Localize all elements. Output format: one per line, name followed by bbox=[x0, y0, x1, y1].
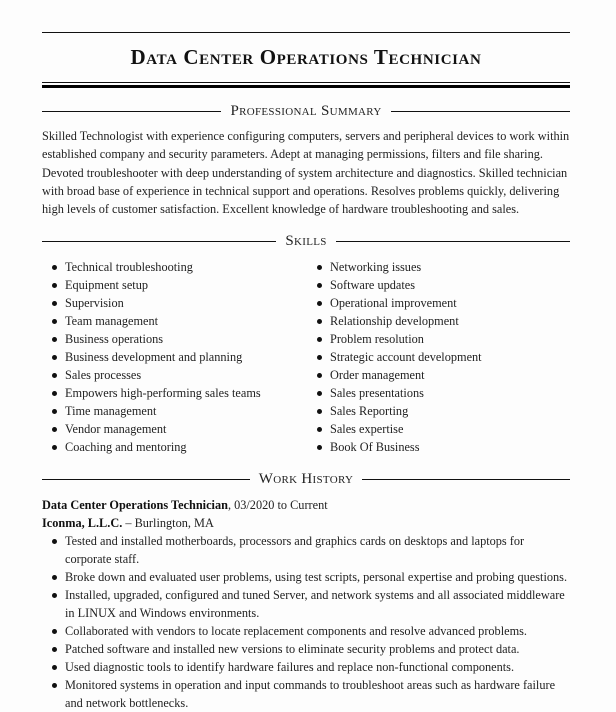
job-duty-item: Patched software and installed new versions to eliminate security problems and protect data. bbox=[65, 640, 570, 658]
divider bbox=[336, 241, 570, 242]
skill-item: Strategic account development bbox=[330, 350, 482, 364]
skill-item: Sales Reporting bbox=[330, 402, 482, 420]
skill-item: Technical troubleshooting bbox=[65, 258, 261, 276]
job-duty-item: Collaborated with vendors to locate replacement components and resolve advanced problems. bbox=[65, 622, 570, 640]
job-dates: , 03/2020 to Current bbox=[227, 498, 328, 512]
section-heading-skills bbox=[42, 231, 570, 251]
skill-item: Problem resolution bbox=[330, 330, 482, 348]
job-duty-item: Used diagnostic tools to identify hardware failures and replace non-functional components. bbox=[65, 658, 570, 676]
job-duty-item: Tested and installed motherboards, processors and graphics cards on desktops and laptops for corporate staff. bbox=[65, 532, 570, 568]
divider bbox=[42, 111, 221, 112]
company-location: – Burlington, MA bbox=[122, 516, 214, 530]
header-top-rule bbox=[42, 32, 570, 33]
skill-item: Business operations bbox=[65, 330, 261, 348]
job-duty-item: Installed, upgraded, configured and tuned Server, and network systems and all associated middleware in LINUX and Windows environments. bbox=[65, 586, 570, 622]
section-title: Skills bbox=[285, 233, 327, 249]
job-title: Data Center Operations Technician bbox=[42, 498, 228, 512]
skill-item: Equipment setup bbox=[65, 276, 261, 294]
skill-item: Sales expertise bbox=[330, 420, 482, 438]
company-name: Iconma, L.L.C. bbox=[42, 516, 123, 530]
job-duty-item: Monitored systems in operation and input commands to troubleshoot areas such as hardware failure and network bottlenecks. bbox=[65, 676, 570, 712]
summary-paragraph: Skilled Technologist with experience configuring computers, servers and peripheral devices to work within established company and security parameters. Adept at managing permissions, filters and file sharing. Devoted troubleshooter with deep understanding of system architecture and diagnostics. Skilled technician with broad base of experience in technical support and operations. Resolves problems quickly, delivering high levels of customer satisfaction. Excellent knowledge of hardware troubleshooting and sales. bbox=[42, 129, 570, 217]
skill-item: Book Of Business bbox=[330, 438, 482, 456]
skill-item: Sales presentations bbox=[330, 384, 482, 402]
skill-item: Sales processes bbox=[65, 366, 261, 384]
skill-item: Empowers high-performing sales teams bbox=[65, 386, 261, 400]
skill-item: Operational improvement bbox=[330, 294, 482, 312]
header-thin-rule bbox=[42, 82, 570, 83]
section-heading-summary bbox=[42, 101, 570, 121]
skills-list-left bbox=[65, 258, 261, 456]
skill-item: Coaching and mentoring bbox=[65, 438, 261, 456]
skill-item: Vendor management bbox=[65, 420, 261, 438]
skill-item: Relationship development bbox=[330, 312, 482, 330]
section-title: Work History bbox=[258, 471, 354, 487]
section-title: Professional Summary bbox=[230, 103, 382, 119]
skill-item: Business development and planning bbox=[65, 348, 261, 366]
skills-list-right bbox=[330, 258, 482, 456]
divider bbox=[42, 241, 276, 242]
divider bbox=[391, 111, 570, 112]
section-heading-work-history bbox=[42, 469, 570, 489]
divider bbox=[362, 479, 570, 480]
job-duties-list bbox=[65, 532, 570, 712]
company-line bbox=[42, 514, 214, 532]
job-duty-item: Broke down and evaluated user problems, using test scripts, personal expertise and probing questions. bbox=[65, 568, 570, 586]
skill-item: Order management bbox=[330, 366, 482, 384]
divider bbox=[42, 479, 250, 480]
header-thick-rule bbox=[42, 85, 570, 88]
resume-title: Data Center Operations Technician bbox=[130, 45, 482, 69]
skill-item: Software updates bbox=[330, 276, 482, 294]
skill-item: Team management bbox=[65, 312, 261, 330]
job-title-line bbox=[42, 496, 328, 514]
skill-item: Time management bbox=[65, 402, 261, 420]
skill-item: Networking issues bbox=[330, 258, 482, 276]
skill-item: Supervision bbox=[65, 294, 261, 312]
